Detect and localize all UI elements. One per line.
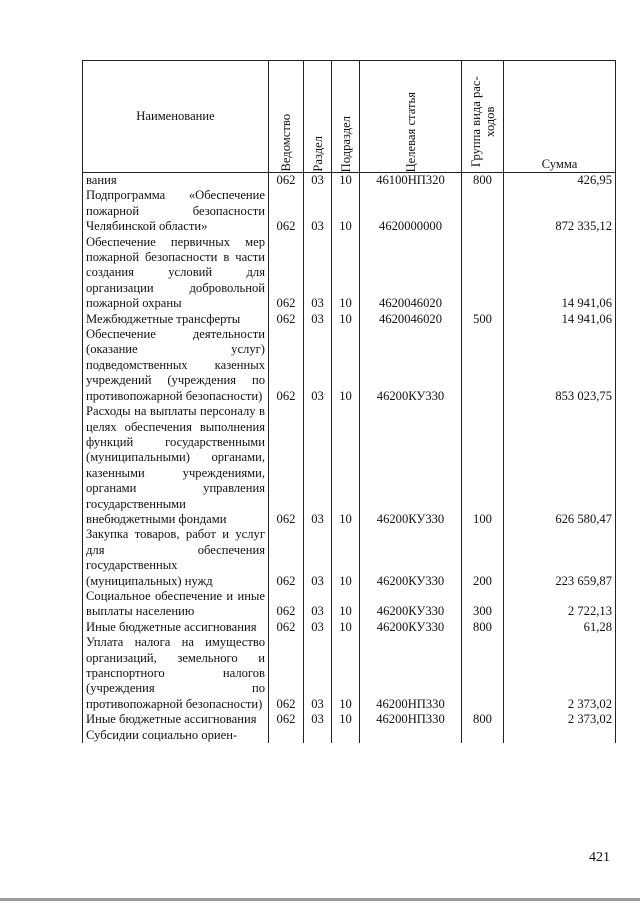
header-razdel: Раздел xyxy=(304,61,332,173)
cell-gruppa xyxy=(462,635,504,712)
cell-name: Расходы на выплаты персоналу в целях обеспечения выполнения функций государственными (муниципальными) органами, казенными учреждениями, органами управления государственными внебюджетными фондами xyxy=(83,404,269,527)
cell-podrazdel: 10 xyxy=(332,173,360,189)
header-gruppa: Группа вида рас- ходов xyxy=(462,61,504,173)
cell-gruppa xyxy=(462,235,504,312)
cell-celevaya: 4620000000 xyxy=(360,188,462,234)
cell-name: Иные бюджетные ассигнования xyxy=(83,712,269,727)
table-row xyxy=(83,589,616,620)
cell-razdel: 03 xyxy=(304,327,332,404)
cell-celevaya: 46200КУ330 xyxy=(360,327,462,404)
cell-ved: 062 xyxy=(269,620,304,635)
header-ved: Ведомство xyxy=(269,61,304,173)
cell-celevaya: 46200КУ330 xyxy=(360,589,462,620)
cell-gruppa: 100 xyxy=(462,404,504,527)
cell-summa: 872 335,12 xyxy=(504,188,616,234)
cell-celevaya: 46200НП330 xyxy=(360,635,462,712)
cell-razdel: 03 xyxy=(304,635,332,712)
cell-razdel: 03 xyxy=(304,620,332,635)
cell-celevaya: 4620046020 xyxy=(360,235,462,312)
cell-gruppa: 800 xyxy=(462,173,504,189)
cell-gruppa: 800 xyxy=(462,620,504,635)
cell-summa: 626 580,47 xyxy=(504,404,616,527)
cell-podrazdel: 10 xyxy=(332,620,360,635)
cell-podrazdel: 10 xyxy=(332,235,360,312)
cell-name: Обеспечение деятельности (оказание услуг) подведомственных казенных учреждений (учреждения по противопожарной безопасности) xyxy=(83,327,269,404)
cell-summa: 223 659,87 xyxy=(504,527,616,589)
cell-razdel: 03 xyxy=(304,589,332,620)
cell-ved: 062 xyxy=(269,327,304,404)
cell-name: Обеспечение первичных мер пожарной безопасности в части создания условий для организации добровольной пожарной охраны xyxy=(83,235,269,312)
cell-summa: 853 023,75 xyxy=(504,327,616,404)
cell-gruppa xyxy=(462,728,504,743)
cell-gruppa xyxy=(462,327,504,404)
cell-podrazdel: 10 xyxy=(332,188,360,234)
cell-gruppa xyxy=(462,188,504,234)
cell-name: Иные бюджетные ассигнования xyxy=(83,620,269,635)
header-summa: Сумма xyxy=(504,61,616,173)
cell-celevaya: 46100НП320 xyxy=(360,173,462,189)
cell-ved: 062 xyxy=(269,235,304,312)
budget-table xyxy=(82,60,616,743)
cell-gruppa: 500 xyxy=(462,312,504,327)
cell-ved: 062 xyxy=(269,173,304,189)
table-row xyxy=(83,527,616,589)
cell-razdel: 03 xyxy=(304,527,332,589)
cell-name: Субсидии социально ориен- xyxy=(83,728,269,743)
header-name: Наименование xyxy=(83,61,269,173)
cell-ved: 062 xyxy=(269,635,304,712)
cell-summa: 2 373,02 xyxy=(504,635,616,712)
cell-name: Закупка товаров, работ и услуг для обеспечения государственных (муниципальных) нужд xyxy=(83,527,269,589)
cell-summa: 2 373,02 xyxy=(504,712,616,727)
cell-ved: 062 xyxy=(269,404,304,527)
cell-celevaya: 46200НП330 xyxy=(360,712,462,727)
page-number: 421 xyxy=(589,850,610,865)
table-row xyxy=(83,173,616,189)
cell-ved: 062 xyxy=(269,527,304,589)
cell-razdel xyxy=(304,728,332,743)
cell-podrazdel: 10 xyxy=(332,712,360,727)
cell-summa: 14 941,06 xyxy=(504,235,616,312)
cell-podrazdel xyxy=(332,728,360,743)
cell-celevaya: 4620046020 xyxy=(360,312,462,327)
header-celevaya: Целевая статья xyxy=(360,61,462,173)
cell-summa xyxy=(504,728,616,743)
cell-ved: 062 xyxy=(269,188,304,234)
cell-celevaya: 46200КУ330 xyxy=(360,527,462,589)
cell-celevaya xyxy=(360,728,462,743)
cell-summa: 2 722,13 xyxy=(504,589,616,620)
table-row xyxy=(83,712,616,727)
table-row xyxy=(83,635,616,712)
cell-gruppa: 300 xyxy=(462,589,504,620)
table-row xyxy=(83,312,616,327)
cell-celevaya: 46200КУ330 xyxy=(360,620,462,635)
table-body xyxy=(83,173,616,744)
cell-gruppa: 200 xyxy=(462,527,504,589)
cell-gruppa: 800 xyxy=(462,712,504,727)
cell-podrazdel: 10 xyxy=(332,589,360,620)
cell-ved xyxy=(269,728,304,743)
cell-razdel: 03 xyxy=(304,173,332,189)
cell-razdel: 03 xyxy=(304,312,332,327)
table-row xyxy=(83,235,616,312)
table-header xyxy=(83,61,616,173)
bottom-rule xyxy=(0,898,640,901)
cell-celevaya: 46200КУ330 xyxy=(360,404,462,527)
cell-summa: 61,28 xyxy=(504,620,616,635)
table-row xyxy=(83,188,616,234)
cell-summa: 14 941,06 xyxy=(504,312,616,327)
cell-podrazdel: 10 xyxy=(332,327,360,404)
cell-podrazdel: 10 xyxy=(332,312,360,327)
cell-name: Подпрограмма «Обеспечение пожарной безопасности Челябинской области» xyxy=(83,188,269,234)
header-podrazdel: Подраздел xyxy=(332,61,360,173)
cell-ved: 062 xyxy=(269,589,304,620)
cell-ved: 062 xyxy=(269,712,304,727)
table-row xyxy=(83,620,616,635)
cell-podrazdel: 10 xyxy=(332,404,360,527)
cell-razdel: 03 xyxy=(304,712,332,727)
cell-razdel: 03 xyxy=(304,188,332,234)
cell-name: Межбюджетные трансферты xyxy=(83,312,269,327)
cell-ved: 062 xyxy=(269,312,304,327)
cell-summa: 426,95 xyxy=(504,173,616,189)
table-row xyxy=(83,404,616,527)
cell-name: Социальное обеспечение и иные выплаты населению xyxy=(83,589,269,620)
cell-name: Уплата налога на имущество организаций, земельного и транспортного налогов (учреждения по противопожарной безопасности) xyxy=(83,635,269,712)
cell-podrazdel: 10 xyxy=(332,635,360,712)
table-row xyxy=(83,327,616,404)
cell-razdel: 03 xyxy=(304,235,332,312)
cell-razdel: 03 xyxy=(304,404,332,527)
cell-name: вания xyxy=(83,173,269,189)
table-row xyxy=(83,728,616,743)
cell-podrazdel: 10 xyxy=(332,527,360,589)
